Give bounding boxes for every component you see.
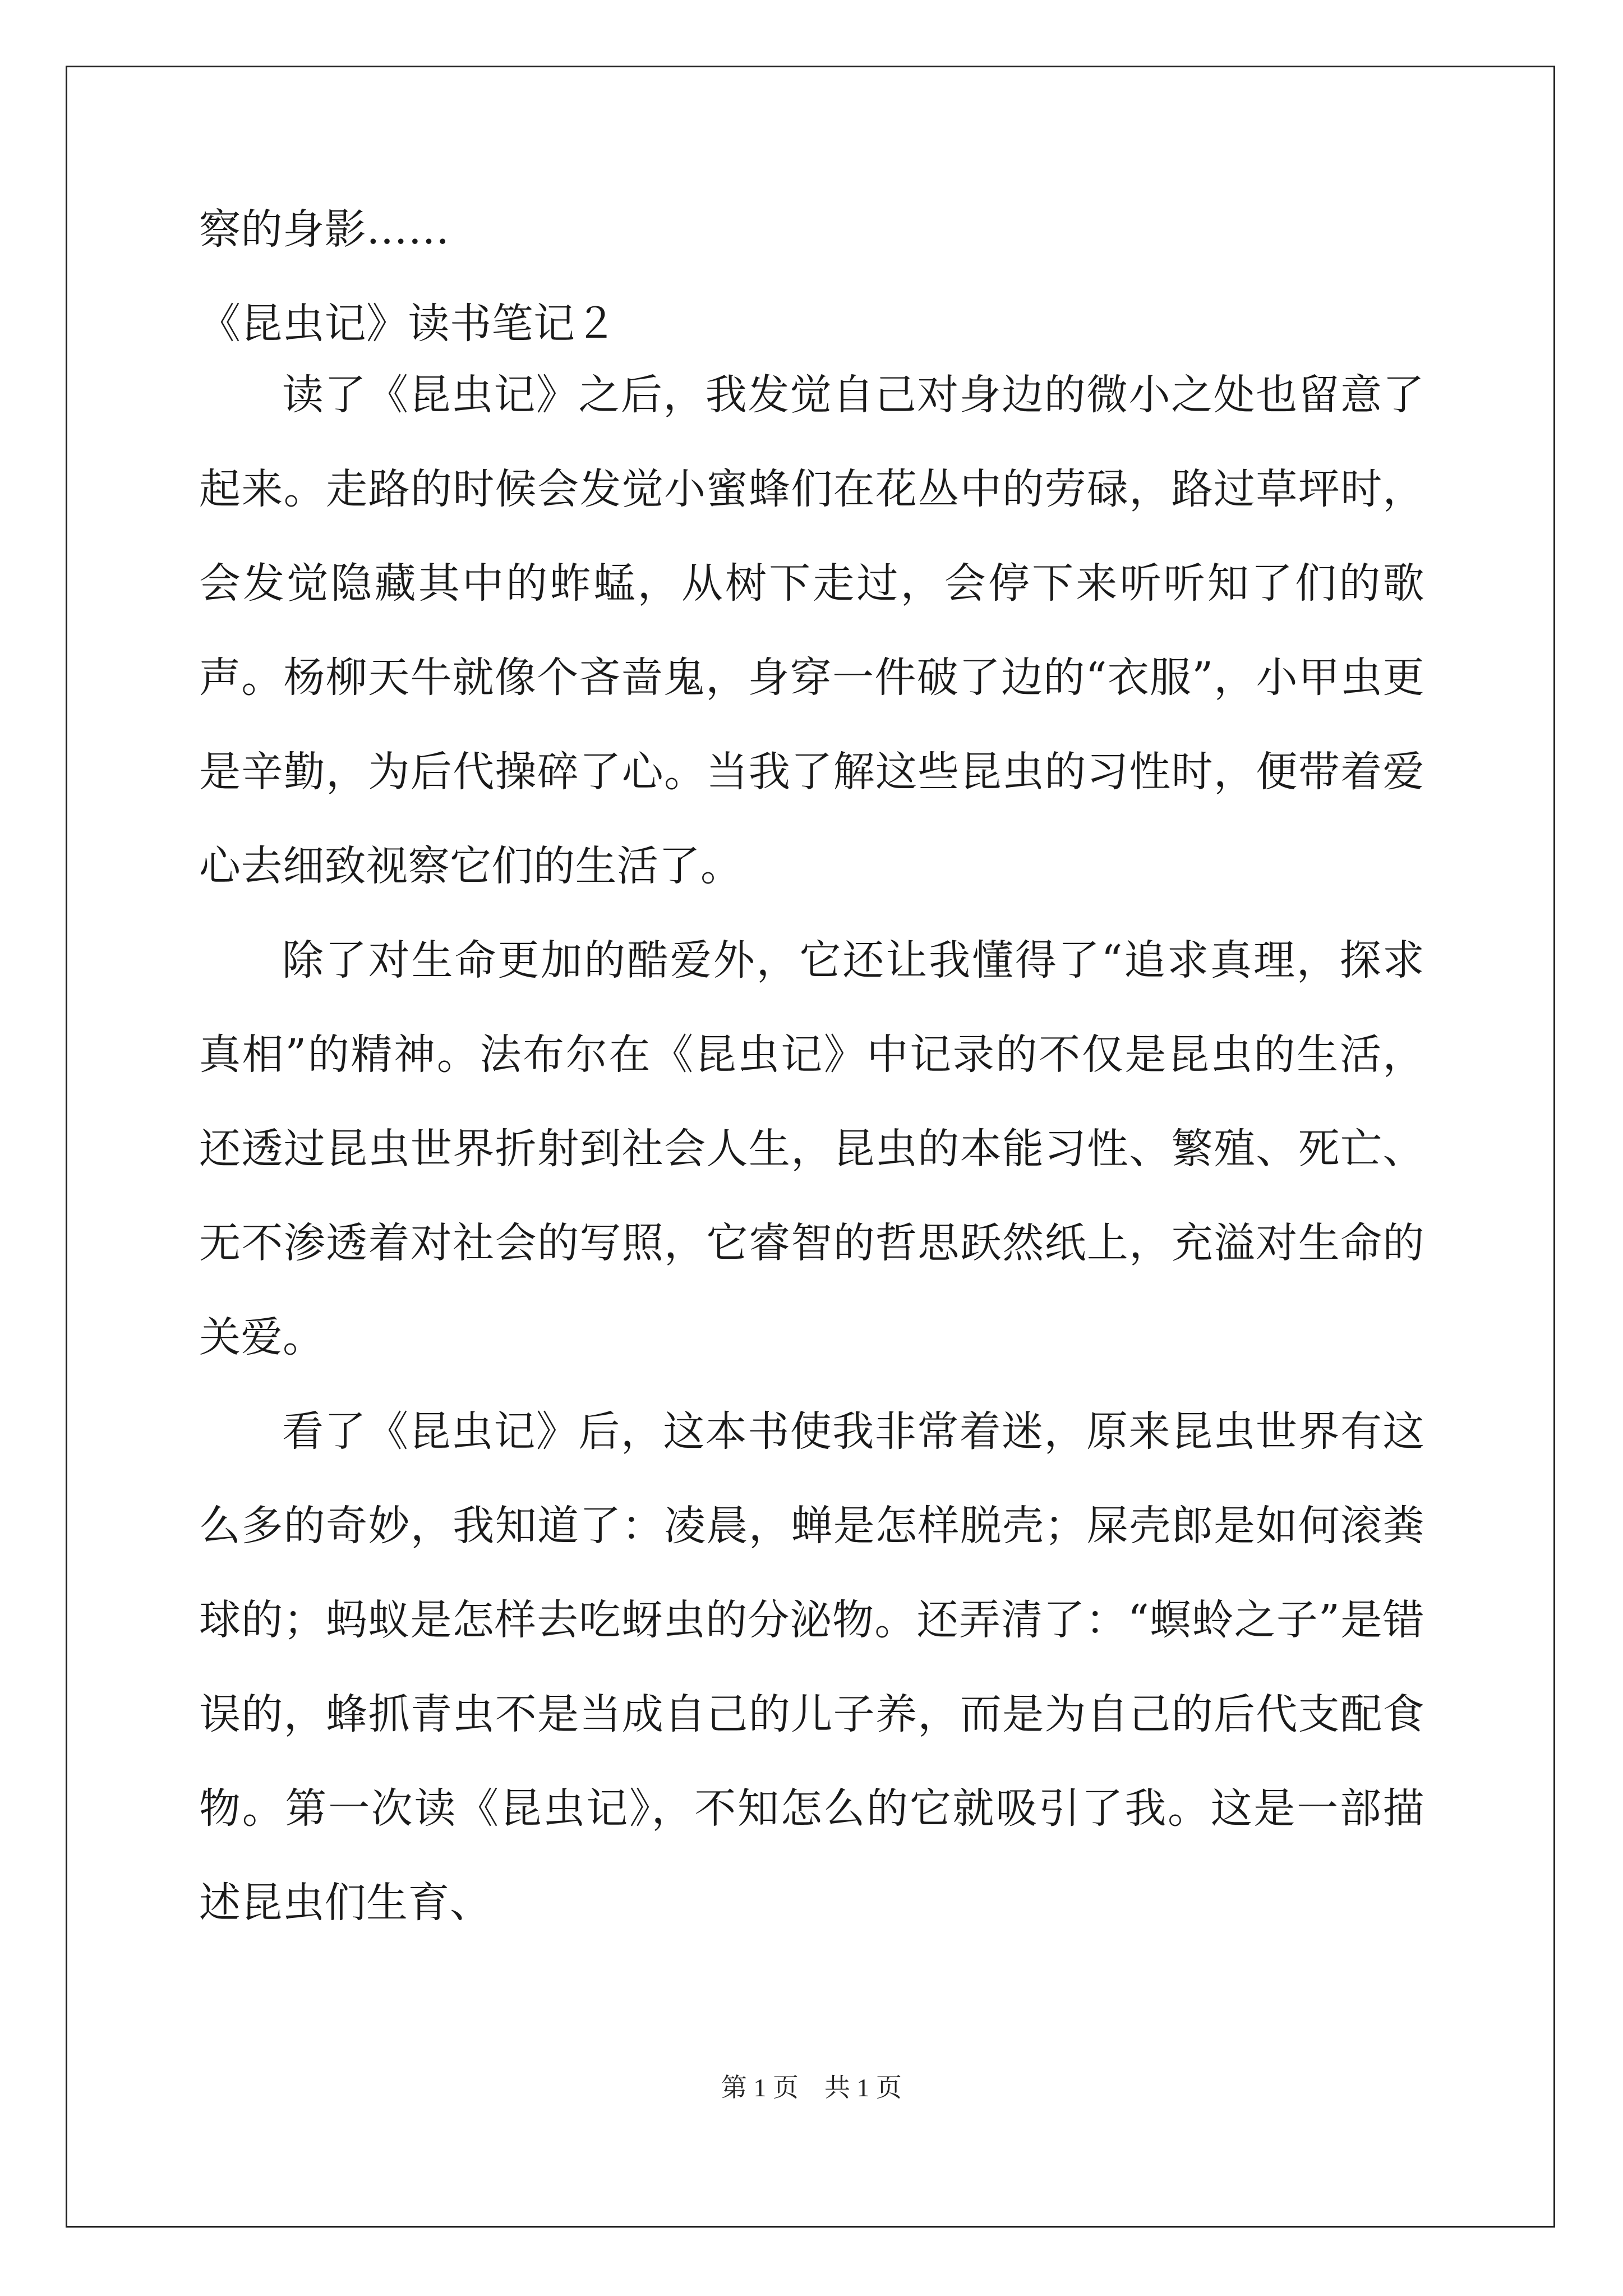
page-footer (0, 2074, 1623, 2102)
paragraph-block (199, 348, 1424, 1950)
section-title: 《昆虫记》读书笔记２ (199, 300, 617, 348)
paragraph-2: 除了对生命更加的酷爱外，它还让我懂得了“追求真理，探求真相”的精神。法布尔在《昆虫记》中记录的不仅是昆虫的生活，还透过昆虫世界折射到社会人生，昆虫的本能习性、繁殖、死亡、无不渗透着对社会的写照，它睿智的哲思跃然纸上，充溢对生命的关爱。 (199, 936, 1424, 1361)
page-number: 第 1 页 (721, 2073, 799, 2102)
page-total: 共 1 页 (824, 2073, 902, 2102)
document-body (199, 205, 1424, 1950)
paragraph-1: 读了《昆虫记》之后，我发觉自己对身边的微小之处也留意了起来。走路的时候会发觉小蜜蜂们在花丛中的劳碌，路过草坪时，会发觉隐藏其中的蚱蜢，从树下走过，会停下来听听知了们的歌声。杨柳天牛就像个吝啬鬼，身穿一件破了边的“衣服”，小甲虫更是辛勤，为后代操碎了心。当我了解这些昆虫的习性时，便带着爱心去细致视察它们的生活了。 (199, 371, 1424, 890)
paragraph-3: 看了《昆虫记》后，这本书使我非常着迷，原来昆虫世界有这么多的奇妙，我知道了：凌晨，蝉是怎样脱壳；屎壳郎是如何滚粪球的；蚂蚁是怎样去吃蚜虫的分泌物。还弄清了：“螟蛉之子”是错误的，蜂抓青虫不是当成自己的儿子养，而是为自己的后代支配食物。第一次读《昆虫记》，不知怎么的它就吸引了我。这是一部描述昆虫们生育、 (199, 1407, 1424, 1927)
carry-over-line: 察的身影…… (199, 205, 450, 254)
